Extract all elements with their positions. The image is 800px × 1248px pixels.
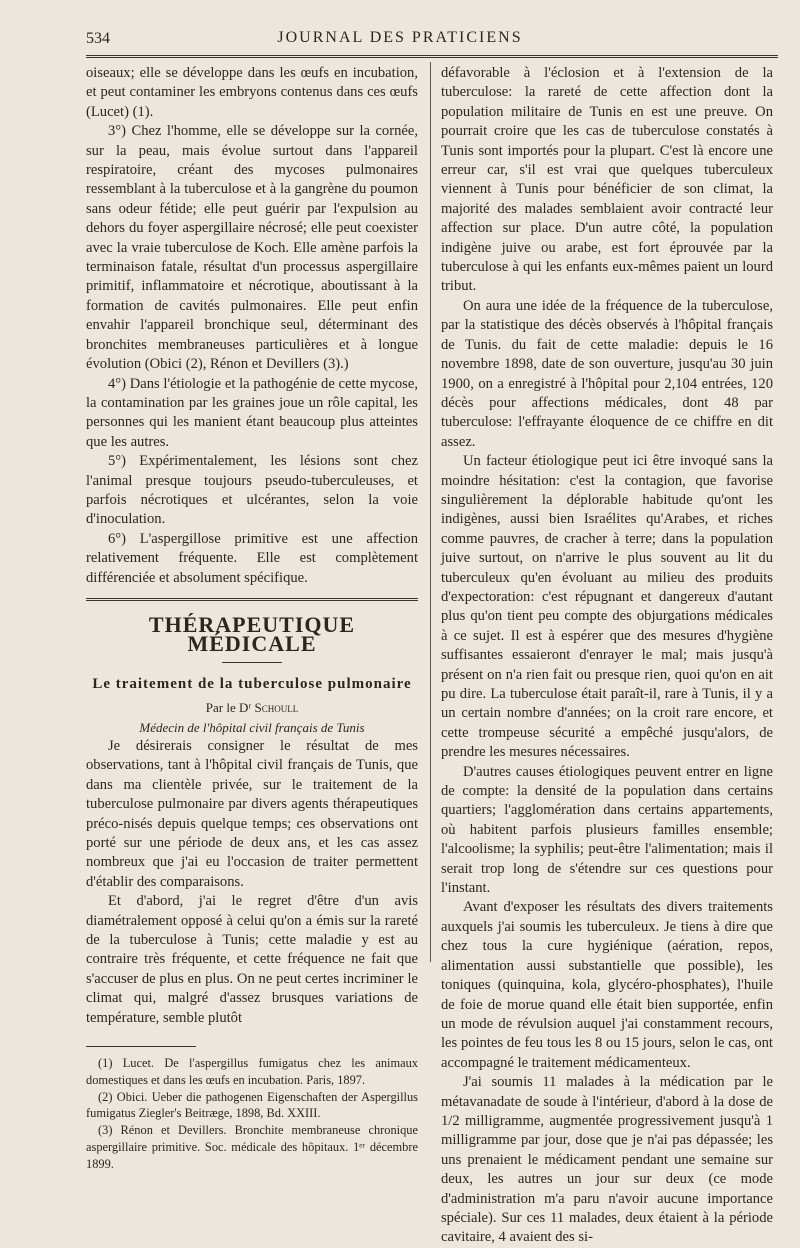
paragraph: Avant d'exposer les résultats des divers traitements auxquels j'ai soumis les tuberculeux. Je tiens à dire que chez tous la cure hygiénique (aération, repos, alimentation aussi substantielle que possible), les toniques (quinquina, kola, glycéro-phosphates), l'huile de foie de morue quand elle était bien supportée, enfin un mode de révulsion auquel j'ai constamment recours, les pointes de feu tous les 8 ou 15 jours, selon le cas, ont accompagné le traitement médicamenteux. — [441, 899, 773, 1071]
footnote-rule — [86, 1046, 196, 1047]
byline — [86, 698, 418, 717]
paragraph: 5°) Expérimentalement, les lésions sont chez l'animal presque toujours pseudo-tuberculeuses, et parfois nécrotiques et ulcérantes, selon la voie d'inoculation. — [86, 453, 418, 528]
page-number: 534 — [86, 30, 110, 47]
section-rule — [86, 598, 418, 601]
footnote: (3) Rénon et Devillers. Bronchite membraneuse chronique aspergillaire primitive. Soc. médicale des hôpitaux. 1ᵉʳ décembre 1899. — [86, 1123, 418, 1171]
right-column — [441, 64, 773, 1248]
author-name: Schoull — [254, 700, 299, 716]
paragraph: 6°) L'aspergillose primitive est une affection relativement fréquente. Elle est complètement différenciée et absolument spécifique. — [86, 530, 418, 586]
paragraph: J'ai soumis 11 malades à la médication par le métavanadate de soude à l'intérieur, d'abord à la dose de 1/2 milligramme, augmentée progressivement jusqu'à 1 milligramme par jour, dose que je n'ai pas dépassée; les uns prenaient le médicament pendant une semaine sur deux, les autres un jour sur deux (ce mode d'administration m'a paru n'avoir aucune importance spéciale). Sur ces 11 malades, deux étaient à la période cavitaire, 4 avaient des si- — [441, 1074, 773, 1246]
paragraph: défavorable à l'éclosion et à l'extension de la tuberculose: la rareté de cette affection dont la population militaire de Tunis en est une preuve. On pourrait croire que les cas de tuberculose constatés à Tunis sont importés pour la plupart. C'est là encore une erreur car, s'il est vrai que quelques tuberculeux viennent à Tunis pour bénéficier de son climat, la majorité des malades semblaient avoir contracté leur affection sur place. D'un autre côté, la population indigène juive ou arabe, est fort éprouvée par la tuberculose à qui les enfants eux-mêmes paient un lourd tribut. — [441, 65, 773, 295]
byline-prefix: Par le Dʳ — [205, 700, 252, 716]
paragraph: Et d'abord, j'ai le regret d'être d'un avis diamétralement opposé à celui qu'on a émis sur la rareté de la tuberculose à Tunis; cette maladie y est au contraire très fréquente, et cette fréquence ne fait que s'accuser de plus en plus. On ne peut certes incriminer le climat qui, malgré d'assez brusques variations de température, semble plutôt — [86, 893, 418, 1026]
paragraph: On aura une idée de la fréquence de la tuberculose, par la statistique des décès observés à l'hôpital français de Tunis. du fait de cette maladie: depuis le 16 novembre 1898, date de son ouverture, jusqu'au 30 juin 1900, on a enregistré à l'hôpital pour 2,104 entrées, 120 décès pour affections médicales, dont 48 par tuberculose: l'effrayante éloquence de ce chiffre en dit assez. — [441, 297, 773, 450]
paragraph: 4°) Dans l'étiologie et la pathogénie de cette mycose, la contamination par les graines joue un rôle capital, les personnes qui les manient étant beaucoup plus atteintes que les autres. — [86, 375, 418, 450]
paragraph: D'autres causes étiologiques peuvent entrer en ligne de compte: la densité de la population dans certains quartiers; l'agglomération dans certains appartements, où habitent parfois plusieurs familles ensemble; l'alcoolisme; la syphilis; peut-être l'alimentation; mais il serait trop long de s'étendre sur ces questions pour l'instant. — [441, 763, 773, 897]
article-title: Le traitement de la tuberculose pulmonaire — [92, 675, 412, 692]
footnote: (1) Lucet. De l'aspergillus fumigatus chez les animaux domestiques et dans les œufs en incubation. Paris, 1897. — [86, 1056, 418, 1087]
section-title: THÉRAPEUTIQUE MÉDICALE — [148, 611, 356, 657]
title-rule — [222, 662, 282, 663]
header-rule — [86, 55, 778, 58]
left-column — [86, 64, 418, 1173]
author-affiliation: Médecin de l'hôpital civil français de Tunis — [139, 719, 365, 735]
footnote: (2) Obici. Ueber die pathogenen Eigenschaften der Aspergillus fumigatus Ziegler's Beitræge, 1898, Bd. XXIII. — [86, 1089, 418, 1121]
running-head — [0, 28, 800, 50]
journal-title: JOURNAL DES PRATICIENS — [277, 29, 523, 46]
footnotes — [86, 1055, 418, 1173]
paragraph: Je désirerais consigner le résultat de mes observations, tant à l'hôpital civil français de Tunis, que dans ma clientèle privée, sur le traitement de la tuberculose pulmonaire par divers agents thérapeutiques préco-nisés depuis quelque temps; ces observations ont porté sur une période de deux ans, et les cas assez nombreux que j'ai eu l'occasion de traiter permettent d'établir des comparaisons. — [86, 738, 418, 890]
paragraph: oiseaux; elle se développe dans les œufs en incubation, et peut contaminer les embryons contenus dans ces œufs (Lucet) (1). — [86, 65, 418, 120]
paragraph: Un facteur étiologique peut ici être invoqué sans la moindre hésitation: c'est la contagion, que favorise singulièrement la déplorable habitude qu'ont les indigènes, aussi bien Israélites qu'Arabes, et riches comme pauvres, de cracher à terre; dans la population juive surtout, on n'arrive le plus souvent au lit du tuberculeux qu'en évoluant au milieu des produits d'expectoration: c'est répugnant et dangereux d'autant plus qu'on tient peu compte des objurgations médicales à ce sujet. Il est à espérer que des mesures d'hygiène suffisantes essaieront d'enrayer le mal; mais jusqu'à présent on n'a rien fait ou presque rien, quoi qu'on en ait pu dire. La tuberculose était paraît-il, rare à Tunis, il y a un certain nombre d'années; on la croit rare encore, et cette trompeuse sécurité a empêché jusqu'alors, de prendre les mesures nécessaires. — [441, 453, 773, 761]
column-divider — [430, 62, 431, 962]
paragraph: 3°) Chez l'homme, elle se développe sur la cornée, sur la peau, mais évolue surtout dans l'appareil respiratoire, créant des mycoses pulmonaires ressemblant à la tuberculose et à la gangrène du poumon sans odeur fétide; elle peut guérir par l'expulsion au dehors du foyer aspergillaire nécrosé; elle peut coexister avec la vraie tuberculose de Koch. Elle amène parfois la terminaison fatale, résultat d'un processus aspergillaire primitif, inflammatoire et nécrotique, aboutissant à la formation de cavités pulmonaires. Elle peut enfin envahir l'appareil bronchique seul, déterminant des bronchites membraneuses particulières et à longue évolution (Obici (2), Rénon et Devillers (3).) — [86, 123, 418, 373]
